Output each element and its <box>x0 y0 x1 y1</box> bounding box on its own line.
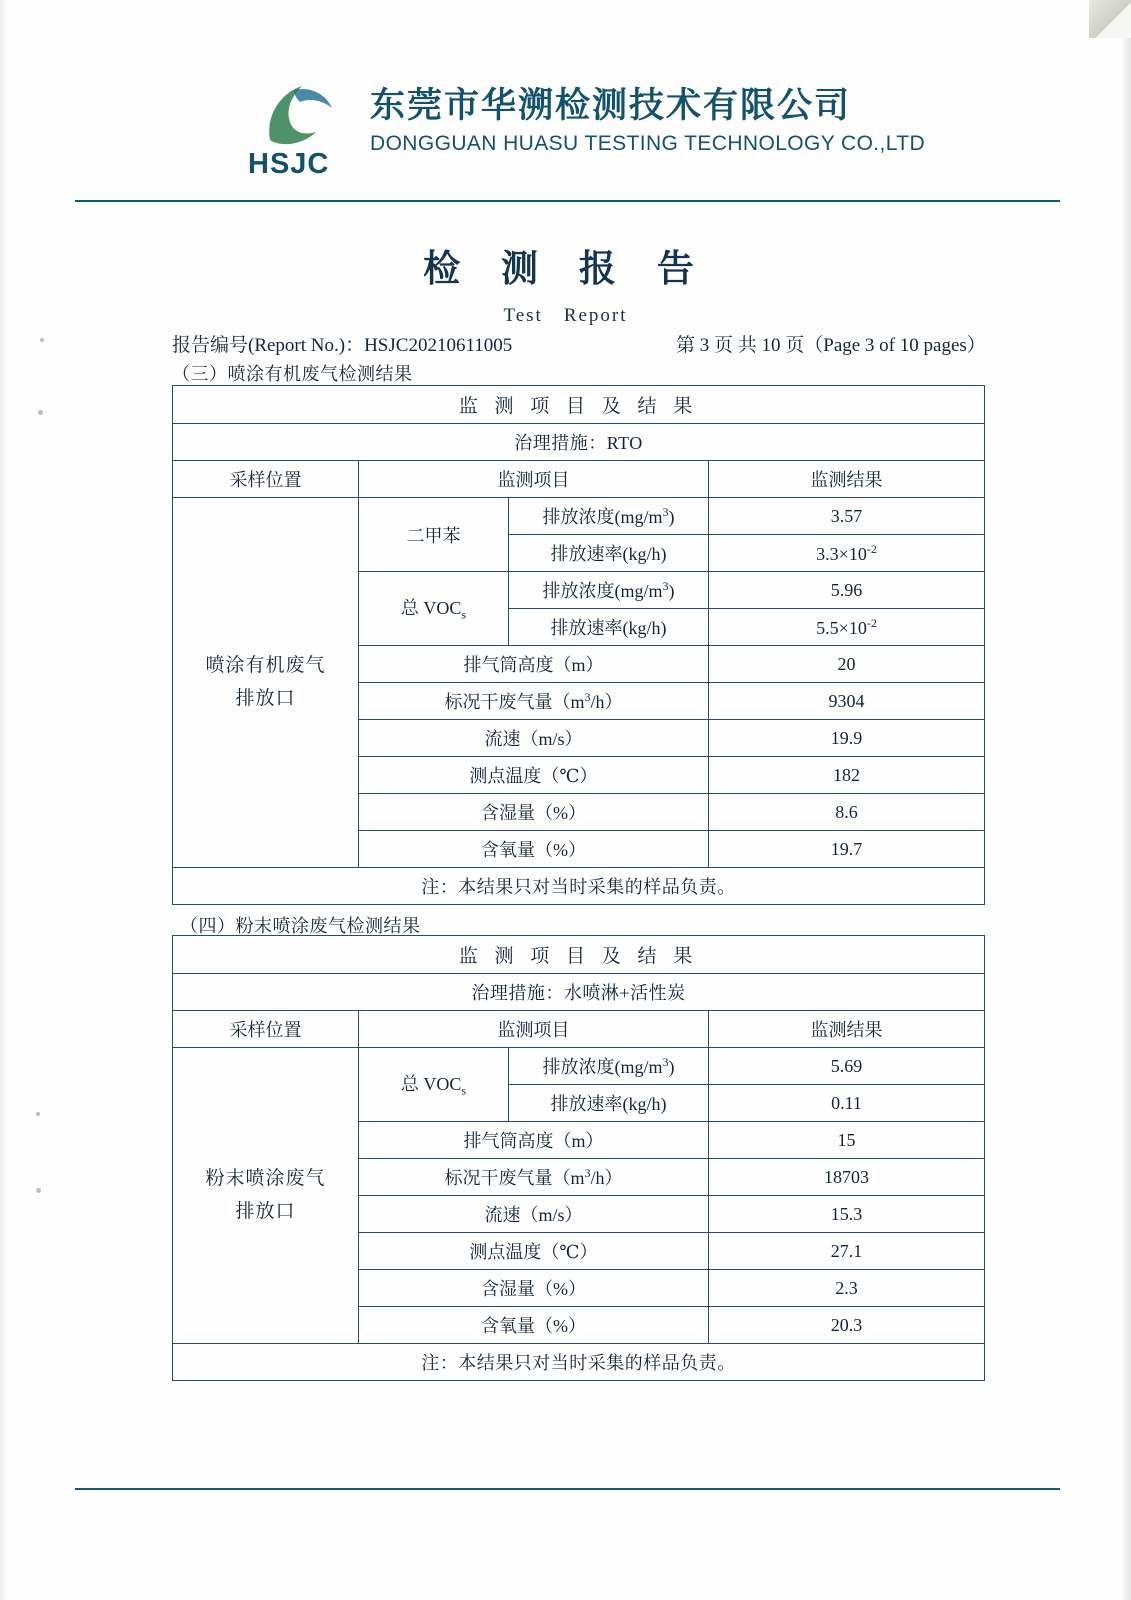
measure-item: 流速（m/s） <box>359 720 709 757</box>
measure-result: 5.69 <box>709 1048 985 1085</box>
measure-item: 含氧量（%） <box>359 831 709 868</box>
table-row <box>173 868 985 905</box>
column-header-location: 采样位置 <box>173 1011 359 1048</box>
measure-result: 9304 <box>709 683 985 720</box>
sampling-location-line1: 粉末喷涂废气 <box>205 1168 326 1190</box>
measure-result: 20.3 <box>709 1307 985 1344</box>
results-table-organic-exhaust <box>172 385 985 905</box>
sampling-location-line2: 排放口 <box>235 687 296 709</box>
report-number: 报告编号(Report No.)：HSJC20210611005 <box>172 335 513 356</box>
table-row <box>173 386 985 424</box>
scan-speck <box>36 1188 41 1193</box>
company-name-en: DONGGUAN HUASU TESTING TECHNOLOGY CO.,LTD <box>370 132 926 155</box>
table-row <box>173 424 985 461</box>
analyte-name: 总 $VOC_s$ <box>359 1048 509 1122</box>
table-note: 注：本结果只对当时采集的样品负责。 <box>173 868 985 905</box>
measure-result: 27.1 <box>709 1233 985 1270</box>
column-header-item: 监测项目 <box>359 461 709 498</box>
measure-result: 15.3 <box>709 1196 985 1233</box>
measure-result: 182 <box>709 757 985 794</box>
analyte-name: 总 $VOC_s$ <box>359 572 509 646</box>
measure-result: $3.3\times 10^{-2}$ <box>709 535 985 572</box>
page-number: 第 3 页 共 10 页（Page 3 of 10 pages） <box>676 335 986 356</box>
column-header-item: 监测项目 <box>359 1011 709 1048</box>
sampling-location <box>173 498 359 868</box>
table-header-row <box>173 1011 985 1048</box>
measure-item: 测点温度（℃） <box>359 757 709 794</box>
measure-item: 含湿量（%） <box>359 1270 709 1307</box>
column-header-location: 采样位置 <box>173 461 359 498</box>
sampling-location <box>173 1048 359 1344</box>
measure-result: 19.9 <box>709 720 985 757</box>
section-caption-3: （三）喷涂有机废气检测结果 <box>172 364 413 384</box>
measure-item: 排放浓度$(mg/m^3)$ <box>509 572 709 609</box>
measure-result: 15 <box>709 1122 985 1159</box>
table-title: 监 测 项 目 及 结 果 <box>173 386 985 424</box>
table-row <box>173 1344 985 1381</box>
measure-item: 测点温度（℃） <box>359 1233 709 1270</box>
measure-item: 排放浓度$(mg/m^3)$ <box>509 1048 709 1085</box>
measure-item: 标况干废气量$(m^3/h)$ <box>359 683 709 720</box>
header-divider <box>75 200 1060 202</box>
treatment-measure: 治理措施：水喷淋+活性炭 <box>173 974 985 1011</box>
measure-item: 排放浓度$(mg/m^3)$ <box>509 498 709 535</box>
page-subtitle: Test Report <box>503 305 628 326</box>
table-row <box>173 974 985 1011</box>
sampling-location-line1: 喷涂有机废气 <box>205 655 326 677</box>
measure-result: $5.5\times 10^{-2}$ <box>709 609 985 646</box>
page-corner-fold <box>1089 0 1131 38</box>
measure-result: 18703 <box>709 1159 985 1196</box>
measure-item: 排放速率(kg/h) <box>509 535 709 572</box>
measure-item: 排气筒高度（m） <box>359 646 709 683</box>
measure-result: 5.96 <box>709 572 985 609</box>
measure-result: 2.3 <box>709 1270 985 1307</box>
scan-speck <box>36 1112 40 1116</box>
measure-result: 0.11 <box>709 1085 985 1122</box>
measure-item: 含湿量（%） <box>359 794 709 831</box>
scan-speck <box>38 410 43 415</box>
measure-result: 20 <box>709 646 985 683</box>
table-row <box>173 936 985 974</box>
analyte-name: 二甲苯 <box>359 498 509 572</box>
company-logo <box>248 80 368 185</box>
company-name-cn: 东莞市华溯检测技术有限公司 <box>370 86 852 126</box>
results-table-powder-coating-exhaust <box>172 935 985 1381</box>
page-title: 检 测 报 告 <box>423 247 708 290</box>
measure-item: 流速（m/s） <box>359 1196 709 1233</box>
section-caption-4: （四）粉末喷涂废气检测结果 <box>180 916 421 936</box>
logo-text: HSJC <box>248 148 330 180</box>
footer-divider <box>75 1488 1060 1490</box>
table-title: 监 测 项 目 及 结 果 <box>173 936 985 974</box>
table-row <box>173 1048 985 1085</box>
table-row <box>173 498 985 535</box>
table-note: 注：本结果只对当时采集的样品负责。 <box>173 1344 985 1381</box>
treatment-measure: 治理措施：RTO <box>173 424 985 461</box>
measure-item: 排气筒高度（m） <box>359 1122 709 1159</box>
column-header-result: 监测结果 <box>709 1011 985 1048</box>
measure-result: 19.7 <box>709 831 985 868</box>
sampling-location-line2: 排放口 <box>235 1200 296 1222</box>
measure-item: 含氧量（%） <box>359 1307 709 1344</box>
scan-speck <box>40 338 44 342</box>
measure-item: 标况干废气量$(m^3/h)$ <box>359 1159 709 1196</box>
measure-item: 排放速率(kg/h) <box>509 1085 709 1122</box>
measure-result: 3.57 <box>709 498 985 535</box>
measure-result: 8.6 <box>709 794 985 831</box>
logo-swoosh-icon <box>260 80 340 150</box>
measure-item: 排放速率(kg/h) <box>509 609 709 646</box>
letterhead <box>0 70 1131 190</box>
table-header-row <box>173 461 985 498</box>
column-header-result: 监测结果 <box>709 461 985 498</box>
